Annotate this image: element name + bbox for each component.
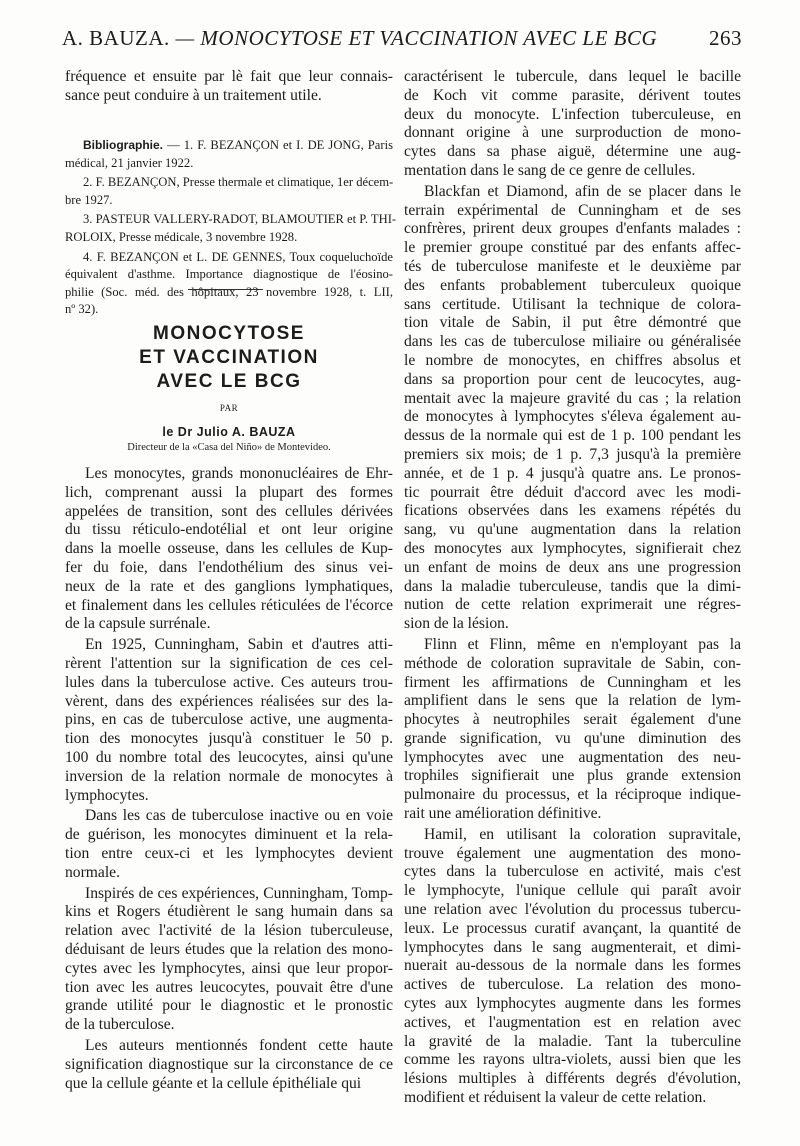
text-line: fréquence et ensuite par lè fait que leur connais-: [65, 68, 393, 85]
text-line: nuerait au-dessous de la normale dans les formes: [404, 957, 741, 975]
bibliography: [65, 137, 397, 321]
text-line: caractérisent le tubercule, dans lequel le bacille: [404, 68, 741, 85]
text-line: déduisant de leurs études que la relation des mono-: [65, 940, 393, 958]
text-line: tion avec les autres leucocytes, pouvait être d'une: [65, 978, 393, 996]
text-line: le premier groupe constitué par des enfants affec-: [404, 239, 741, 257]
text-line: un enfant de moins de deux ans une progression: [404, 558, 741, 576]
text-line: Les auteurs mentionnés fondent cette haute: [85, 1036, 393, 1054]
text-line: cytes aux lymphocytes augmente dans les formes: [404, 995, 741, 1013]
text-line: cytes dans la tuberculose en activité, mais c'est: [404, 863, 741, 881]
text-line: pins, en cas de tuberculose active, une augmenta-: [65, 711, 393, 729]
running-header: [62, 26, 742, 56]
text-line: mentation dans le sang de ce genre de cellules.: [404, 161, 696, 179]
text-line: amplifient dans le sens que la relation de lym-: [404, 692, 741, 710]
paragraph: [65, 885, 393, 1035]
paragraph: [404, 826, 741, 1108]
text-line: terrain expérimental de Cunningham et de ses: [404, 201, 741, 219]
title-line: AVEC LE BCG: [156, 371, 302, 392]
text-line: lymphocytes.: [65, 786, 149, 804]
text-line: appelées de transition, sont des cellules dérivées: [65, 502, 393, 520]
left-column-body: [65, 465, 393, 1095]
text-line: neux de la rate et des ganglions lymphatiques,: [65, 577, 393, 595]
text-line: signification diagnostique sur la circonstance de ce: [65, 1055, 393, 1073]
text-line: de monocytes à lymphocytes s'éleva également au-: [404, 408, 741, 426]
text-line: de la tuberculose.: [65, 1016, 175, 1034]
header-author: A. BAUZA.: [62, 26, 170, 50]
text-line: lymphocytes dans le sang augmenterait, et dimi-: [404, 938, 741, 956]
text-line: lich, comprenant aussi la plupart des formes: [65, 483, 393, 501]
text-line: normale.: [65, 863, 120, 881]
text-line: actives de tuberculose. La relation des mono-: [404, 976, 741, 994]
article-title: [65, 322, 393, 394]
text-line: grande utilité pour le diagnostic et le pronostic: [65, 997, 393, 1015]
text-line: dans les cas de tuberculose miliaire ou généralisée: [404, 333, 741, 351]
text-line: nº 32).: [65, 302, 99, 317]
bibliography-entry: [65, 249, 393, 319]
text-line: firment les affirmations de Cunningham et les: [404, 673, 741, 691]
text-line: tion entre ceux-ci et les lymphocytes devient: [65, 844, 393, 862]
text-line: de guérison, les monocytes diminuent et la rela-: [65, 826, 393, 844]
text-line: [65, 137, 393, 155]
text-line: grande signification, vu qu'une diminution des: [404, 729, 741, 747]
paragraph: [404, 636, 741, 824]
title-line: ET VACCINATION: [139, 347, 319, 368]
bibliography-entry: [65, 211, 397, 246]
bibliography-text: — 1. F. BEZANÇON et I. DE JONG, Paris: [167, 138, 393, 152]
text-line: rait une amélioration définitive.: [404, 805, 602, 823]
text-line: mentait avec la majeure gravité du cas ; la relation: [404, 389, 741, 407]
text-line: des enfants probablement tuberculeux quoique: [404, 276, 741, 294]
text-line: relation avec l'activité de la lésion tuberculeuse,: [65, 922, 393, 940]
text-line: cytes avec les lymphocytes, ainsi que leur propor-: [65, 959, 393, 977]
text-line: lymphocytes avec une augmentation des neu-: [404, 748, 741, 766]
text-line: vèrent, dans des expériences réalisées sur des la-: [65, 692, 393, 710]
page-number: 263: [709, 26, 742, 50]
text-line: dans sa proportion pour cent de leucocytes, aug-: [404, 370, 741, 388]
text-line: 3. PASTEUR VALLERY-RADOT, BLAMOUTIER et P. THI-: [83, 212, 397, 227]
text-line: médical, 21 janvier 1922.: [65, 155, 194, 170]
text-line: 2. F. BEZANÇON, Presse thermale et climatique, 1er décem-: [83, 175, 394, 190]
text-line: ROLOIX, Presse médicale, 3 novembre 1928.: [65, 229, 298, 244]
text-line: 4. F. BEZANÇON et L. DE GENNES, Toux coqueluchoïde: [83, 249, 393, 264]
section-divider: [188, 289, 263, 290]
text-line: tés de tuberculose manifeste et le deuxième par: [404, 257, 741, 275]
paragraph: [65, 68, 393, 106]
text-line: et finalement dans les cellules réticulées de l'écorce: [65, 596, 393, 614]
byline-par: PAR: [219, 403, 239, 413]
text-line: deux du monocyte. L'infection tuberculeuse, en: [404, 105, 741, 123]
text-line: Hamil, en utilisant la coloration supravitale,: [424, 825, 741, 843]
text-line: bre 1927.: [65, 192, 113, 207]
text-line: du tissu réticulo-endotélial et ont leur origine: [65, 521, 393, 539]
text-line: premiers six mois; de 1 p. 7,3 jusqu'à la première: [404, 445, 741, 463]
text-line: des monocytes aux lymphocytes, signifierait chez: [404, 539, 741, 557]
bibliography-entry: [65, 174, 393, 209]
text-line: sang, vu qu'une augmentation dans la relation: [404, 521, 741, 539]
article-author: le Dr Julio A. BAUZA: [162, 425, 296, 439]
text-line: lésions multiples à différents degrés d'évolution,: [404, 1070, 741, 1088]
text-line: Les monocytes, grands mononucléaires de Ehr-: [85, 465, 393, 482]
text-line: tic pourrait être déduit d'accord avec les modi-: [404, 483, 741, 501]
text-line: modifient et réduisent la valeur de cette relation.: [404, 1089, 707, 1107]
text-line: tion vitale de Sabin, il put être démontré que: [404, 314, 741, 332]
text-line: le nombre de monocytes, en chiffres absolus et: [404, 351, 741, 369]
text-line: tion des monocytes jusqu'à constituer le 50 p.: [65, 730, 393, 748]
text-line: Blackfan et Diamond, afin de se placer dans le: [424, 182, 741, 200]
text-line: Inspirés de ces expériences, Cunningham, Tomp-: [85, 884, 393, 902]
text-line: rèrent l'attention sur la signification de ces cel-: [65, 654, 393, 672]
text-line: sance peut conduire à un traitement utile.: [65, 86, 322, 104]
text-line: En 1925, Cunningham, Sabin et d'autres atti-: [85, 636, 393, 654]
text-line: méthode de coloration supravitale de Sabin, con-: [404, 654, 741, 672]
paragraph: [404, 183, 741, 634]
text-line: actives, et l'augmentation est en relation avec: [404, 1013, 741, 1031]
paragraph: [65, 1037, 393, 1093]
text-line: leux. Le processus curatif avançant, la quantité de: [404, 919, 741, 937]
text-line: lules dans la tuberculose active. Ces auteurs trou-: [65, 673, 393, 691]
text-line: équivalent d'asthme. Importance diagnostique de l'éosino-: [65, 267, 393, 282]
text-line: philie (Soc. méd. des hôpitaux, 23 novembre 1928, t. LII,: [65, 284, 393, 299]
text-line: Dans les cas de tuberculose inactive ou en voie: [85, 807, 393, 825]
text-line: sion de la lésion.: [404, 615, 509, 633]
text-line: donnant origine à une surproduction de mono-: [404, 124, 741, 142]
paragraph: [65, 636, 393, 805]
text-line: dessus de la normale qui est de 1 p. 100 pendant les: [404, 427, 741, 445]
text-line: dans la moelle osseuse, dans les cellules de Kup-: [65, 540, 393, 558]
text-line: trophiles signifierait une plus grande extension: [404, 767, 741, 785]
author-affiliation: Directeur de la «Casa del Niño» de Montevideo.: [127, 442, 331, 453]
text-line: Flinn et Flinn, même en n'employant pas la: [424, 635, 741, 653]
right-column-body: [404, 68, 741, 1110]
paragraph: [404, 68, 741, 181]
text-line: la gravité de la maladie. Tant la tuberculine: [404, 1032, 741, 1050]
text-line: cytes dans sa phase aiguë, détermine une aug-: [404, 143, 741, 161]
paragraph: [65, 465, 393, 634]
text-line: dans la maladie tuberculeuse, tandis que la dimi-: [404, 577, 741, 595]
text-line: que la cellule géante et la cellule épithéliale qui: [65, 1074, 362, 1092]
text-line: une relation avec l'évolution du processus tubercu-: [404, 901, 741, 919]
bibliography-entry: [65, 137, 393, 172]
text-line: kins et Rogers étudièrent le sang humain dans sa: [65, 903, 393, 921]
left-top-text: [65, 68, 393, 108]
text-line: fications observées dans les examens répétés du: [404, 502, 741, 520]
text-line: trouve également une augmentation des mono-: [404, 844, 741, 862]
text-line: pulmonaire du processus, et la réciproque indique-: [404, 786, 741, 804]
title-line: MONOCYTOSE: [153, 323, 305, 344]
text-line: phocytes à neutrophiles serait également d'une: [404, 711, 741, 729]
header-title: — MONOCYTOSE ET VACCINATION AVEC LE BCG: [175, 26, 658, 50]
text-line: fer du foie, dans l'endothélium des sinus vei-: [65, 558, 393, 576]
text-line: inversion de la relation normale de monocytes à: [65, 767, 393, 785]
text-line: le lymphocyte, l'unique cellule qui paraît avoir: [404, 882, 741, 900]
text-line: nution de cette relation exprimerait une régres-: [404, 596, 741, 614]
paragraph: [65, 807, 393, 882]
text-line: 100 du nombre total des leucocytes, ainsi qu'une: [65, 748, 393, 766]
bibliography-heading: Bibliographie.: [83, 138, 164, 152]
text-line: année, et de 1 p. 4 jusqu'à quatre ans. Le pronos-: [404, 464, 741, 482]
text-line: de Koch vit comme parasite, dérivent toutes: [404, 86, 741, 104]
text-line: de la capsule surrénale.: [65, 615, 211, 633]
text-line: comme les rayons ultra-violets, aussi bien que les: [404, 1051, 741, 1069]
text-line: confrères, prirent deux groupes d'enfants malades :: [404, 220, 741, 238]
text-line: sans certitude. Utilisant la technique de colora-: [404, 295, 741, 313]
